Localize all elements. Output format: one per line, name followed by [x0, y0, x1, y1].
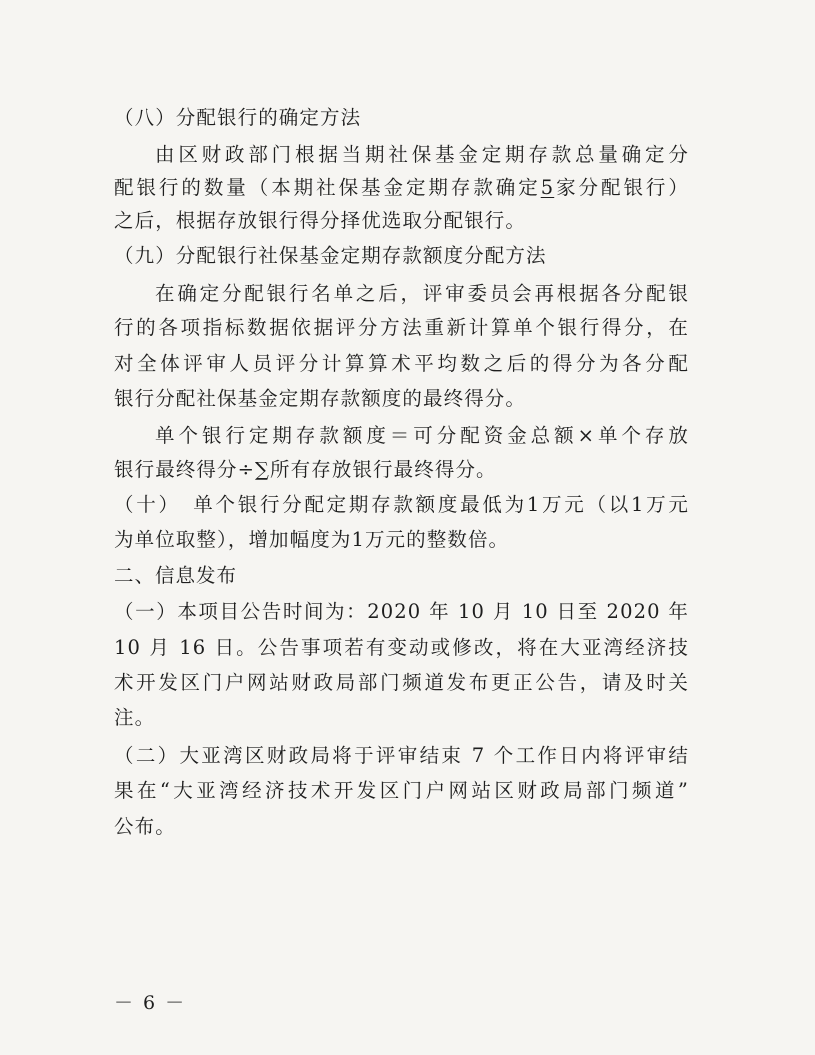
paragraph-line: 果在“大亚湾经济技术开发区门户网站区财政局部门频道”	[114, 779, 689, 802]
paragraph-line: （二）大亚湾区财政局将于评审结束 7 个工作日内将评审结	[114, 744, 689, 767]
paragraph-line: 之后，根据存放银行得分择优选取分配银行。	[114, 209, 527, 232]
text-segment: 家分配银行）	[554, 176, 689, 199]
underlined-number: 5	[540, 176, 555, 199]
page-number: － 6 －	[114, 992, 187, 1014]
paragraph-line: 术开发区门户网站财政局部门频道发布更正公告，请及时关	[114, 671, 689, 694]
paragraph-line: 银行分配社保基金定期存款额度的最终得分。	[114, 387, 527, 410]
paragraph-line: 为单位取整），增加幅度为1万元的整数倍。	[114, 528, 510, 551]
paragraph-line: （一）本项目公告时间为：2020 年 10 月 10 日至 2020 年	[114, 600, 689, 623]
formula-line: 银行最终得分÷∑所有存放银行最终得分。	[114, 458, 497, 481]
section-8-title: （八）分配银行的确定方法	[114, 106, 362, 129]
paragraph-line	[114, 173, 689, 203]
paragraph-line: 由区财政部门根据当期社保基金定期存款总量确定分	[155, 143, 689, 166]
section-10-line: （十） 单个银行分配定期存款额度最低为1万元（以1万元	[114, 493, 689, 516]
paragraph-line: 行的各项指标数据依据评分方法重新计算单个银行得分，在	[114, 316, 689, 339]
paragraph-line: 在确定分配银行名单之后，评审委员会再根据各分配银	[155, 282, 689, 305]
formula-line: 单个银行定期存款额度＝可分配资金总额×单个存放	[155, 424, 689, 447]
paragraph-line: 注。	[114, 706, 156, 729]
paragraph-line: 公布。	[114, 815, 176, 838]
section-9-title: （九）分配银行社保基金定期存款额度分配方法	[114, 244, 547, 267]
paragraph-line: 对全体评审人员评分计算算术平均数之后的得分为各分配	[114, 352, 689, 375]
text-segment: 配银行的数量（本期社保基金定期存款确定	[114, 176, 541, 199]
paragraph-line: 10 月 16 日。公告事项若有变动或修改，将在大亚湾经济技	[114, 636, 689, 659]
chapter-2-heading: 二、信息发布	[114, 564, 238, 587]
